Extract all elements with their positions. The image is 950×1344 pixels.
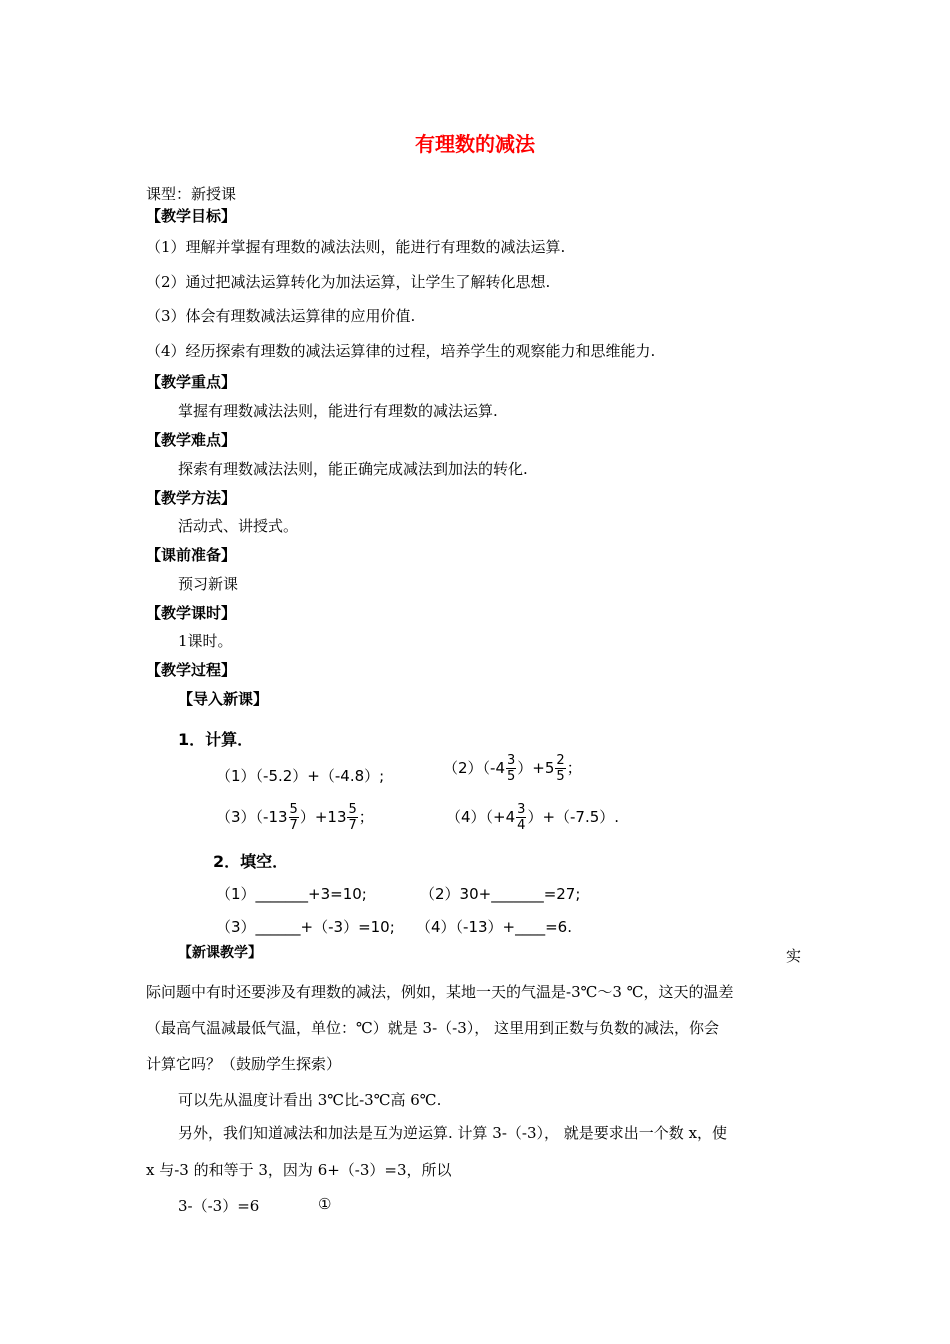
intro-heading: 【导入新课】 xyxy=(178,690,269,708)
calc-problem-3: （3）（-13 $\frac{5}{7}$ ）+13 $\frac{5}{7}$ ； xyxy=(216,802,374,833)
fraction: $\frac{5}{7}$ xyxy=(348,802,357,833)
difficulty-text: 探索有理数减法法则，能正确完成减法到加法的转化. xyxy=(178,460,528,478)
objective-item: （2）通过把减法运算转化为加法运算，让学生了解转化思想. xyxy=(146,273,551,291)
objective-item: （4）经历探索有理数的减法运算律的过程，培养学生的观察能力和思维能力. xyxy=(146,342,656,360)
paragraph-text: 实 xyxy=(786,947,802,965)
new-lesson-heading: 【新课教学】 xyxy=(178,945,262,961)
paragraph-text: 可以先从温度计看出 3℃比-3℃高 6℃. xyxy=(178,1091,442,1109)
fill-problem-2: （2）30+_______=27; xyxy=(420,885,581,903)
method-heading: 【教学方法】 xyxy=(146,489,237,507)
calc-heading: 1．计算． xyxy=(178,730,254,749)
objective-item: （1）理解并掌握有理数的减法法则，能进行有理数的减法运算. xyxy=(146,238,566,256)
calc-problem-4: （4）（+4 $\frac{3}{4}$ ）+（-7.5）. xyxy=(446,802,620,833)
fill-problem-3: （3）______+（-3）=10; xyxy=(216,918,395,936)
page-title: 有理数的减法 xyxy=(415,132,535,156)
equation-text: 3-（-3）=6 xyxy=(178,1197,260,1215)
key-points-heading: 【教学重点】 xyxy=(146,373,237,391)
lesson-type: 课型：新授课 xyxy=(146,185,237,203)
fraction: $\frac{3}{5}$ xyxy=(507,753,516,784)
objective-item: （3）体会有理数减法运算律的应用价值. xyxy=(146,307,416,325)
fraction: $\frac{3}{4}$ xyxy=(517,802,526,833)
paragraph-text: x 与-3 的和等于 3，因为 6+（-3）=3，所以 xyxy=(146,1161,452,1179)
paragraph-text: 际问题中有时还要涉及有理数的减法，例如，某地一天的气温是-3℃～3 ℃，这天的温差 xyxy=(146,983,734,1001)
paragraph-text: （最高气温减最低气温，单位：℃）就是 3-（-3）， 这里用到正数与负数的减法，你会 xyxy=(146,1019,720,1037)
fill-heading: 2．填空． xyxy=(213,852,289,871)
process-heading: 【教学过程】 xyxy=(146,661,237,679)
fraction: $\frac{5}{7}$ xyxy=(289,802,298,833)
hours-text: 1课时。 xyxy=(178,632,233,650)
fraction: $\frac{2}{5}$ xyxy=(556,753,565,784)
fill-problem-4: （4）（-13）+____=6. xyxy=(416,918,572,936)
key-points-text: 掌握有理数减法法则，能进行有理数的减法运算. xyxy=(178,402,498,420)
paragraph-text: 另外，我们知道减法和加法是互为逆运算. 计算 3-（-3）， 就是要求出一个数 x，使 xyxy=(178,1124,728,1142)
paragraph-text: 计算它吗？（鼓励学生探索） xyxy=(146,1055,342,1073)
objectives-heading: 【教学目标】 xyxy=(146,207,237,225)
equation-marker: ① xyxy=(318,1195,332,1213)
calc-problem-2: （2）（-4 $\frac{3}{5}$ ）+5 $\frac{2}{5}$ ； xyxy=(443,753,582,784)
hours-heading: 【教学课时】 xyxy=(146,604,237,622)
method-text: 活动式、讲授式。 xyxy=(178,517,299,535)
calc-problem-1: （1）（-5.2）+（-4.8）; xyxy=(216,767,385,785)
fill-problem-1: （1）_______+3=10; xyxy=(216,885,367,903)
preparation-heading: 【课前准备】 xyxy=(146,546,237,564)
difficulty-heading: 【教学难点】 xyxy=(146,431,237,449)
preparation-text: 预习新课 xyxy=(178,575,239,593)
